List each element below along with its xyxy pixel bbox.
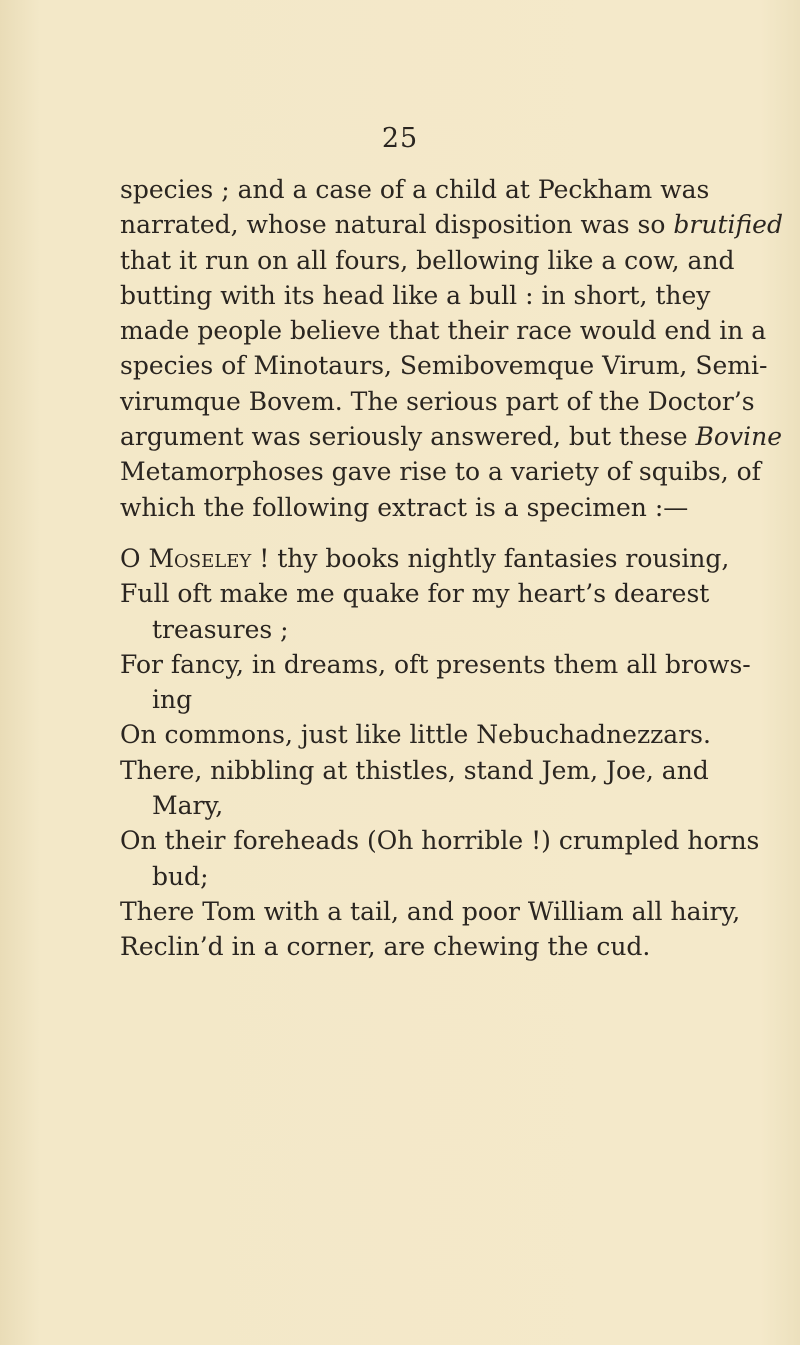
- verse-line: Mary,: [152, 791, 224, 821]
- prose-paragraph: [120, 172, 783, 525]
- prose-line: which the following extract is a specimen :—: [120, 492, 689, 522]
- prose-line: narrated, whose natural disposition was so brutified: [120, 210, 783, 240]
- prose-line: made people believe that their race would end in a: [120, 316, 767, 346]
- verse-line: There, nibbling at thistles, stand Jem, Joe, and: [120, 755, 709, 785]
- verse-line: On commons, just like little Nebuchadnezzars.: [120, 720, 711, 750]
- prose-line: virumque Bovem. The serious part of the Doctor’s: [120, 386, 755, 416]
- page-number: 25: [381, 123, 419, 154]
- verse-line: ing: [152, 685, 193, 715]
- verse-line: treasures ;: [152, 614, 289, 644]
- verse-line: bud;: [152, 861, 209, 891]
- italic-word: Bovine: [695, 422, 782, 452]
- prose-line: species of Minotaurs, Semibovemque Virum, Semi-: [120, 351, 768, 381]
- author-name: Moseley: [148, 544, 252, 573]
- prose-line: butting with its head like a bull : in short, they: [120, 280, 711, 310]
- verse-block: [120, 541, 760, 965]
- verse-line: For fancy, in dreams, oft presents them all brows-: [120, 649, 751, 679]
- verse-line: Full oft make me quake for my heart’s dearest: [120, 579, 710, 609]
- prose-line: Metamorphoses gave rise to a variety of squibs, of: [120, 457, 761, 487]
- prose-line: argument was seriously answered, but these Bovine: [120, 422, 782, 452]
- verse-line: On their foreheads (Oh horrible !) crumpled horns: [120, 826, 760, 856]
- verse-line: There Tom with a tail, and poor William all hairy,: [120, 896, 741, 926]
- italic-word: brutified: [673, 210, 783, 240]
- verse-line: O Moseley ! thy books nightly fantasies rousing,: [120, 544, 730, 573]
- prose-line: that it run on all fours, bellowing like a cow, and: [120, 245, 735, 275]
- prose-line: species ; and a case of a child at Peckham was: [120, 175, 710, 204]
- verse-line: Reclin’d in a corner, are chewing the cud.: [120, 932, 651, 962]
